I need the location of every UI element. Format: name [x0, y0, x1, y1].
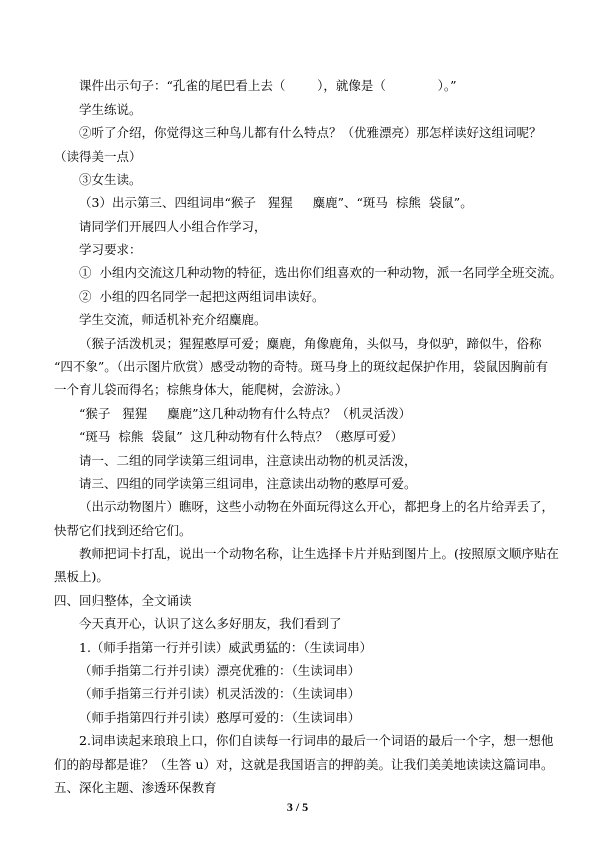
text-line: “四不象”。（出示图片欣赏）感受动物的奇特。斑马身上的斑纹起保护作用，袋鼠因胸前有 [54, 359, 549, 374]
text-line: 课件出示句子：“孔雀的尾巴看上去（ ），就像是（ ）。” [79, 78, 457, 93]
text-line: （师手指第三行并引读）机灵活泼的：（生读词串） [79, 686, 361, 701]
text-line: 请同学们开展四人小组合作学习， [79, 219, 267, 234]
text-line: “猴子 猩猩 麋鹿”这几种动物有什么特点？（机灵活泼） [79, 406, 412, 421]
text-line: ②听了介绍，你觉得这三种鸟儿都有什么特点？（优雅漂亮）那怎样读好这组词呢？ [79, 125, 542, 140]
text-line: 们的韵母都是谁？（生答 u）对，这就是我国语言的押韵美。让我们美美地读读这篇词串。 [54, 757, 554, 772]
text-line: 教师把词卡打乱，说出一个动物名称，让生选择卡片并贴到图片上。(按照原文顺序贴在 [79, 546, 559, 561]
text-line: 请三、四组的同学读第三组词串，注意读出动物的憨厚可爱。 [79, 476, 417, 491]
text-line: ② 小组的四名同学一起把这两组词串读好。 [79, 289, 325, 304]
text-line: （出示动物图片）瞧呀，这些小动物在外面玩得这么开心，都把身上的名片给弄丢了， [79, 499, 555, 514]
text-line: （师手指第四行并引读）憨厚可爱的：（生读词串） [79, 710, 361, 725]
text-line: ③女生读。 [79, 172, 142, 187]
text-line: 请一、二组的同学读第三组词串，注意读出动物的机灵活泼， [79, 453, 417, 468]
section-heading: 四、回归整体，全文诵读 [54, 593, 192, 608]
text-line: 学习要求： [79, 242, 142, 257]
text-line: （读得美一点） [54, 149, 142, 164]
text-line: 快帮它们找到还给它们。 [54, 523, 192, 538]
text-line: （3）出示第三、四组词串“猴子 猩猩 麋鹿”、“斑马 棕熊 袋鼠”。 [79, 195, 473, 210]
text-line: 学生交流，师适机补充介绍麋鹿。 [79, 312, 267, 327]
section-heading: 五、深化主题、渗透环保教育 [54, 780, 217, 795]
text-line: 1.（师手指第一行并引读）威武勇猛的：（生读词串） [79, 640, 373, 655]
text-line: 2.词串读起来琅琅上口，你们自读每一行词串的最后一个词语的最后一个字，想一想他 [79, 733, 554, 748]
text-line: “斑马 棕熊 袋鼠” 这几种动物有什么特点？（憨厚可爱） [79, 429, 404, 444]
text-line: 学生练说。 [79, 102, 142, 117]
text-line: （猴子活泼机灵；猩猩憨厚可爱；麋鹿，角像鹿角，头似马，身似驴，蹄似牛，俗称 [79, 336, 542, 351]
text-line: 一个育儿袋而得名；棕熊身体大，能爬树，会游泳。） [54, 382, 348, 397]
text-line: 今天真开心，认识了这么多好朋友，我们看到了 [79, 616, 342, 631]
text-line: ① 小组内交流这几种动物的特征，选出你们组喜欢的一种动物，派一名同学全班交流。 [79, 265, 562, 280]
text-line: （师手指第二行并引读）漂亮优雅的：（生读词串） [79, 663, 361, 678]
text-line: 黑板上)。 [54, 569, 109, 584]
page-number: 3 / 5 [286, 800, 309, 814]
